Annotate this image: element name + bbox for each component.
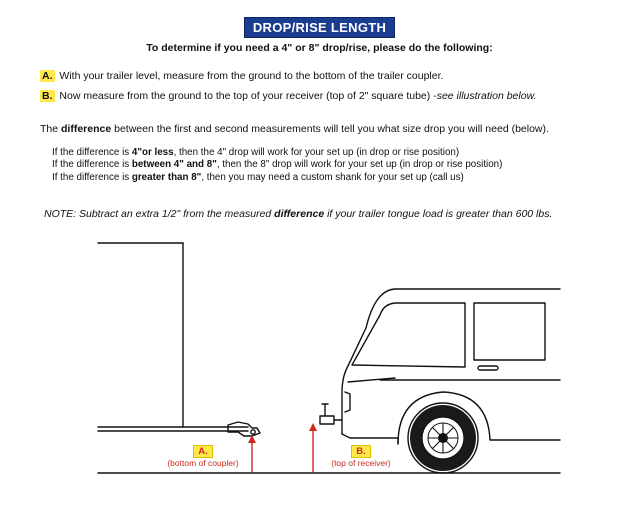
note-bold: difference xyxy=(274,208,325,220)
case-bold: between 4" and 8" xyxy=(131,159,217,171)
note-pre: NOTE: Subtract an extra 1/2" from the measured xyxy=(44,208,275,220)
paragraph-pre: The xyxy=(40,123,62,135)
note-post: if your trailer tongue load is greater than 600 lbs. xyxy=(324,208,553,220)
case-bold: 4"or less xyxy=(131,147,174,158)
arrow-b-head xyxy=(309,423,317,431)
page-title: DROP/RISE LENGTH xyxy=(244,17,395,38)
wheel-detail xyxy=(410,405,476,471)
case-post: , then the 8" drop will work for your set up (in drop or rise position) xyxy=(216,159,503,171)
label-a-caption: (bottom of coupler) xyxy=(167,458,239,468)
case-bold: greater than 8" xyxy=(131,171,202,183)
label-a xyxy=(163,445,243,468)
label-b-caption: (top of receiver) xyxy=(331,458,391,468)
trailer xyxy=(98,243,248,431)
case-post: , then you may need a custom shank for your set up (call us) xyxy=(201,171,464,183)
step-b-label: B. xyxy=(42,90,53,102)
paragraph-bold: difference xyxy=(61,123,112,135)
case-post: , then the 4" drop will work for your set up (in drop or rise position) xyxy=(173,147,460,158)
label-b xyxy=(320,445,402,468)
step-a-text: With your trailer level, measure from the ground to the bottom of the trailer coupler. xyxy=(59,70,444,82)
coupler xyxy=(228,422,260,436)
case-pre: If the difference is xyxy=(52,159,132,171)
case-pre: If the difference is xyxy=(52,147,132,158)
step-b-italic: see illustration below. xyxy=(436,90,537,102)
label-b-letter: B. xyxy=(351,445,371,458)
paragraph-post: between the first and second measurements will tell you what size drop you will need (below). xyxy=(111,123,549,135)
case-pre: If the difference is xyxy=(52,171,132,183)
label-a-letter: A. xyxy=(193,445,213,458)
step-b-text: Now measure from the ground to the top of your receiver (top of 2" square tube) - xyxy=(59,90,437,102)
step-a-label: A. xyxy=(42,70,53,82)
subtitle: To determine if you need a 4" or 8" drop/rise, please do the following: xyxy=(146,42,493,54)
